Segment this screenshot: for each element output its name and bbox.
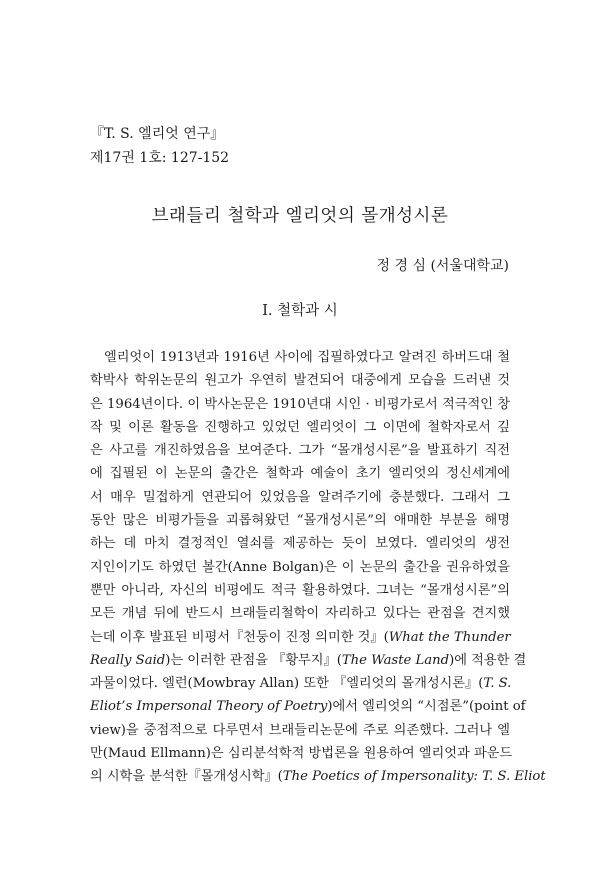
body-line [90,509,510,532]
body-line [90,462,510,485]
text-segment: 엘리엇이 1913년과 1916년 사이에 집필하였다고 알려진 하버드대 철 [104,350,510,365]
body-line [90,346,510,369]
section-heading: I. 철학과 시 [262,303,338,319]
body-line [90,672,510,695]
text-segment: 과물이었다. 엘런(Mowbray Allan) 또한 『엘리엇의 몰개성시론』( [90,676,484,692]
text-segment: 하는 데 마치 결정적인 열쇠를 제공하는 듯이 보였다. 엘리엇의 생전 [90,536,510,552]
text-segment: )에서 엘리엇의 “시점론”(point of [327,699,526,715]
text-segment: 지인이기도 하였던 볼간(Anne Bolgan)은 이 논문의 출간을 권유하였을 [90,559,510,575]
text-segment: 은 사고를 개진하였음을 보여준다. 그가 “몰개성시론”을 발표하기 직전 [90,443,510,459]
text-segment: )에 적용한 결 [449,652,527,668]
journal-issue: 제17권 1호: 127-152 [90,150,230,166]
body-line [90,439,510,462]
body-line [90,393,510,416]
body-line [90,486,510,509]
text-segment: 모든 개념 뒤에 반드시 브래들리철학이 자리하고 있다는 관점을 견지했 [90,606,510,622]
paper-title: 브래들리 철학과 엘리엇의 몰개성시론 [151,206,449,226]
text-segment: 뿐만 아니라, 자신의 비평에도 적극 활용하였다. 그녀는 “몰개성시론”의 [90,582,510,598]
italic-title: The Poetics of Impersonality: T. S. Eliot [282,769,546,785]
text-segment: 서 매우 밀접하게 연관되어 있었음을 알려주기에 충분했다. 그래서 그 [90,489,510,505]
journal-info [90,122,229,170]
text-segment: 의 시학을 분석한『몰개성시학』( [90,769,283,785]
body-line [90,532,510,555]
author-affiliation: 정 경 심 (서울대학교) [376,258,509,274]
italic-title: The Waste Land [341,652,450,668]
body-line [90,695,526,718]
text-segment: )는 이러한 관점을 『황무지』( [165,652,342,668]
text-segment: 동안 많은 비평가들을 괴롭혀왔던 “몰개성시론”의 애매한 부분을 해명 [90,513,510,529]
italic-title: Really Said [90,652,166,668]
body-text [90,346,546,789]
text-segment: 만(Maud Ellmann)은 심리분석학적 방법론을 원용하여 엘리엇과 파운드 [90,746,513,762]
body-line [90,369,510,392]
italic-title: Eliot’s Impersonal Theory of Poetry [90,699,328,715]
body-line [90,556,510,579]
text-segment: 는데 이후 발표된 비평서『천둥이 진정 의미한 것』( [90,629,389,645]
body-line [90,719,510,742]
body-line [90,649,527,672]
italic-title: T. S. [483,676,512,692]
body-line [90,416,510,439]
text-segment: 에 집필된 이 논문의 출간은 철학과 예술이 초기 엘리엇의 정신세계에 [90,466,510,482]
body-line [90,579,510,602]
text-segment: 은 1964년이다. 이 박사논문은 1910년대 시인 · 비평가로서 적극적인 창 [90,396,510,412]
text-segment: 학박사 학위논문의 원고가 우연히 발견되어 대중에게 모습을 드러낸 것 [90,373,510,389]
body-line [90,742,513,765]
body-line [90,626,510,649]
body-line [90,765,546,788]
italic-title: What the Thunder [388,629,511,645]
text-segment: 작 및 이론 활동을 진행하고 있었던 엘리엇이 그 이면에 철학자로서 깊 [90,419,510,435]
body-line [90,602,510,625]
text-segment: view)을 중점적으로 다루면서 브래들리논문에 주로 의존했다. 그러나 엘 [90,722,510,738]
journal-name: 『T. S. 엘리엇 연구』 [90,126,225,142]
